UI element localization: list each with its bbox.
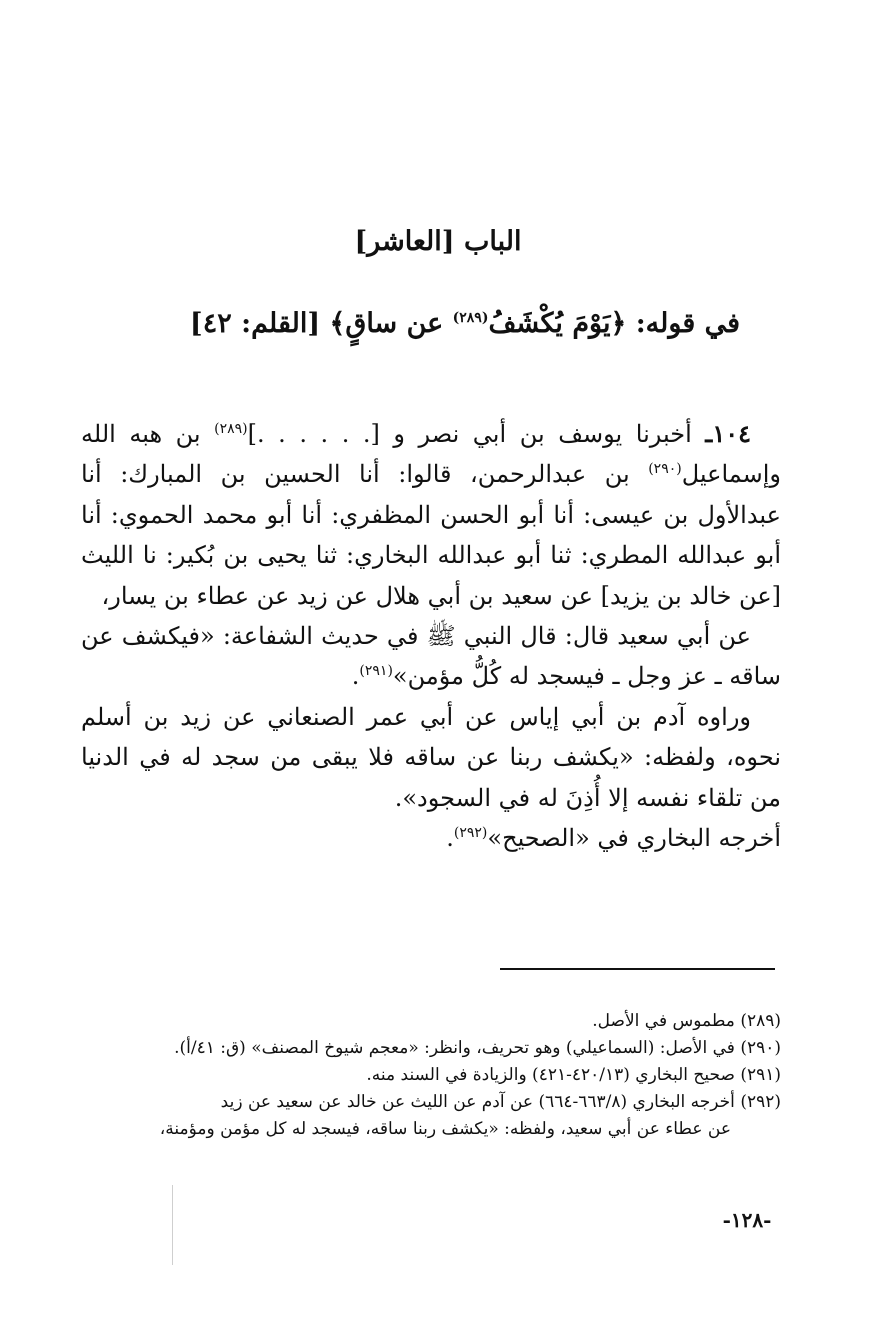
paragraph-variant-narration: وراوه آدم بن أبي إياس عن أبي عمر الصنعاني عن زيد بن أسلم نحوه، ولفظه: «يكشف ربنا عن ساقه فلا يبقى من سجد له في الدنيا من تلقاء نفسه إلا أُذِنَ له في السجود». [81,702,781,812]
paragraph-4-text: أخرجه البخاري في «الصحيح» [487,824,781,853]
footnote-ref-289-body: (٢٨٩) [214,421,248,437]
section-title-verse: في قوله: ﴿يَوْمَ يُكْشَفُ [488,308,741,339]
paragraph-1-part-b: بن هبه الله وإسماعيل [81,420,781,489]
footnote-number: (٢٩٠) [740,1038,781,1058]
footnote-ref-290: (٢٩٠) [648,461,682,478]
footnote-ref-291: (٢٩١) [359,663,393,680]
footnote-text: أخرجه البخاري (٦٦٣/٨-٦٦٤) عن آدم عن الليث عن خالد عن سعيد عن زيد [220,1092,735,1112]
footnote-text: صحيح البخاري (٤٢٠/١٣-٤٢١) والزيادة في السند منه. [366,1065,735,1085]
footnote-290 [51,1035,781,1062]
section-title [140,302,790,346]
footnote-number: (٢٩١) [740,1065,781,1085]
footnote-ref-289: (٢٨٩) [452,310,489,326]
main-text [81,414,781,858]
paragraph-2-end: . [351,662,360,691]
footnote-number: (٢٨٩) [740,1011,781,1031]
paragraph-hadith [81,616,781,697]
footnote-text: مطموس في الأصل. [592,1011,735,1031]
paragraph-source [81,818,781,858]
footnote-291 [51,1062,781,1089]
footnote-292 [51,1089,781,1116]
footnote-292-continuation: عن عطاء عن أبي سعيد، ولفظه: «يكشف ربنا ساقه، فيسجد له كل مؤمن ومؤمنة، [159,1119,731,1139]
scan-artifact-line [172,1185,173,1265]
footnote-divider [500,968,775,970]
footnotes [51,1008,781,1143]
footnote-number: (٢٩٢) [740,1092,781,1112]
footnote-289 [51,1008,781,1035]
footnote-ref-292: (٢٩٢) [453,825,488,842]
entry-number: ١٠٤ـ [705,419,751,448]
section-title-source: عن ساقٍ﴾ [القلم: ٤٢] [189,308,453,339]
page-number: -١٢٨- [722,1208,772,1232]
paragraph-chain-of-narration [81,414,781,616]
paragraph-1-part-a: أخبرنا يوسف بن أبي نصر و [. . . . . .] [247,420,706,448]
paragraph-2-text: عن أبي سعيد قال: قال النبي ﷺ في حديث الشفاعة: «فيكشف عن ساقه ـ عز وجل ـ فيسجد له كُلُّ مؤمن» [81,622,781,691]
footnote-text: في الأصل: (السماعيلي) وهو تحريف، وانظر: «معجم شيوخ المصنف» (ق: ٤١/أ). [174,1038,735,1058]
chapter-title: الباب [العاشر] [354,226,522,257]
paragraph-1-part-c: بن عبدالرحمن، قالوا: أنا الحسين بن المبارك: أنا عبدالأول بن عيسى: أنا أبو الحسن المظفري: أنا أبو محمد الحموي: أنا أبو عبدالله المطري: ثنا أبو عبدالله البخاري: ثنا يحيى بن بُكير: نا الليث [عن خالد بن يزيد] عن سعيد بن أبي هلال عن زيد عن عطاء بن يسار، [81,460,781,610]
paragraph-4-end: . [446,824,454,853]
